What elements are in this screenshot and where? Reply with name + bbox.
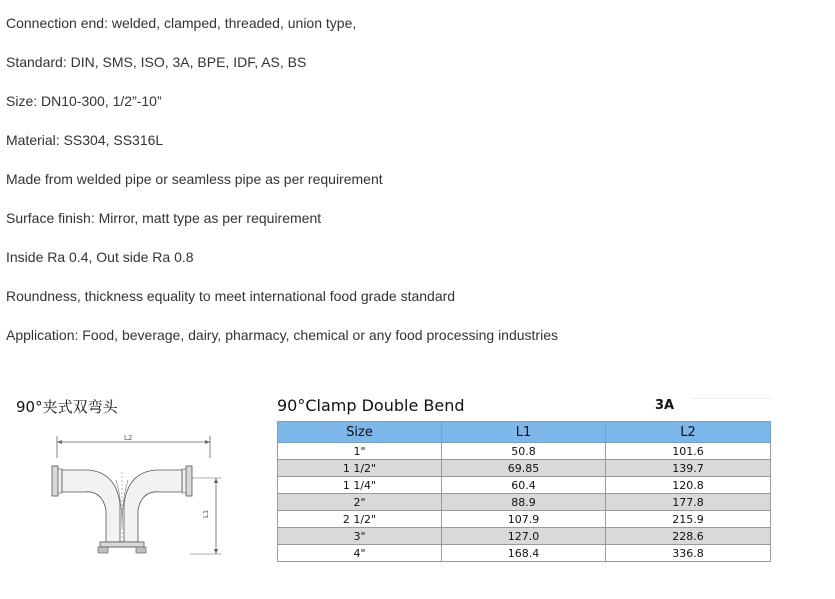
spec-material: Material: SS304, SS316L: [6, 132, 164, 148]
figure-title-chinese: 90°夹式双弯头: [16, 398, 118, 416]
cell-size: 4": [278, 545, 442, 562]
table-row: [278, 528, 771, 545]
cell-l2: 101.6: [606, 443, 771, 460]
bottom-flange-icon: [100, 542, 144, 547]
spec-surface-finish: Surface finish: Mirror, matt type as per requirement: [6, 210, 322, 226]
cell-l2: 120.8: [606, 477, 771, 494]
cell-size: 2 1/2": [278, 511, 442, 528]
spec-connection-end: Connection end: welded, clamped, threaded, union type,: [6, 15, 357, 31]
table-row: [278, 511, 771, 528]
table-row: [278, 545, 771, 562]
spec-roughness: Inside Ra 0.4, Out side Ra 0.8: [6, 249, 194, 265]
cell-l1: 60.4: [442, 477, 606, 494]
right-flange-icon: [186, 466, 192, 496]
left-bend-icon: [62, 470, 120, 542]
table-row: [278, 460, 771, 477]
left-flange-icon: [52, 466, 58, 496]
table-row: [278, 443, 771, 460]
spec-pipe-type: Made from welded pipe or seamless pipe as per requirement: [6, 171, 383, 187]
spec-roundness: Roundness, thickness equality to meet international food grade standard: [6, 288, 456, 304]
cell-size: 2": [278, 494, 442, 511]
spec-application: Application: Food, beverage, dairy, pharmacy, chemical or any food processing industries: [6, 327, 558, 343]
header-l2: L2: [606, 422, 771, 443]
divider: [690, 398, 772, 399]
cell-l1: 127.0: [442, 528, 606, 545]
l2-label: L2: [124, 434, 133, 442]
cell-size: 1": [278, 443, 442, 460]
cell-size: 1 1/4": [278, 477, 442, 494]
cell-l2: 336.8: [606, 545, 771, 562]
spec-size: Size: DN10-300, 1/2”-10”: [6, 93, 162, 109]
double-bend-diagram: [40, 430, 240, 560]
cell-l2: 177.8: [606, 494, 771, 511]
cell-l1: 69.85: [442, 460, 606, 477]
cell-l1: 107.9: [442, 511, 606, 528]
header-l1: L1: [442, 422, 606, 443]
cell-l1: 168.4: [442, 545, 606, 562]
cell-size: 3": [278, 528, 442, 545]
cell-l2: 139.7: [606, 460, 771, 477]
l1-label: L1: [202, 509, 210, 518]
cell-l1: 50.8: [442, 443, 606, 460]
cell-l1: 88.9: [442, 494, 606, 511]
dimension-table: [277, 421, 771, 562]
figure-title-english: 90°Clamp Double Bend: [277, 396, 465, 415]
spec-standard: Standard: DIN, SMS, ISO, 3A, BPE, IDF, AS, BS: [6, 54, 307, 70]
cell-size: 1 1/2": [278, 460, 442, 477]
cell-l2: 215.9: [606, 511, 771, 528]
header-size: Size: [278, 422, 442, 443]
standard-label: 3A: [655, 398, 675, 413]
table-row: [278, 494, 771, 511]
right-bend-icon: [124, 470, 182, 542]
table-header-row: [278, 422, 771, 443]
table-row: [278, 477, 771, 494]
cell-l2: 228.6: [606, 528, 771, 545]
